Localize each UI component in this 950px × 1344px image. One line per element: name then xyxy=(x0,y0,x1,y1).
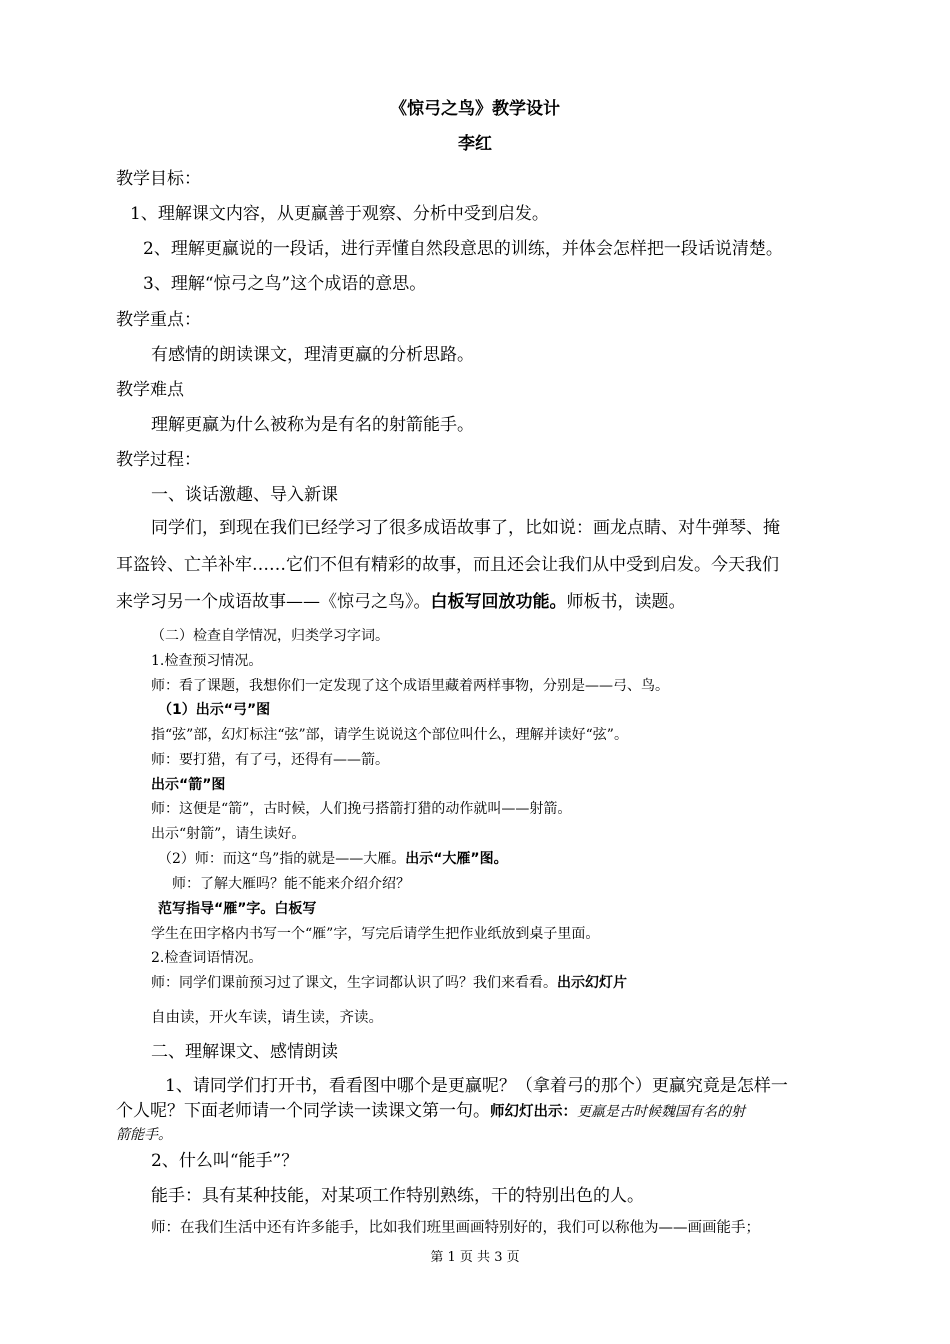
teacher-line-2: 师：要打猎，有了弓，还得有——箭。 xyxy=(151,752,389,768)
question-1-text: 个人呢？下面老师请一个同学读一读课文第一句。 xyxy=(116,1101,490,1121)
difficulty-text: 理解更赢为什么被称为是有名的射箭能手。 xyxy=(151,415,474,435)
question-1-line-3: 箭能手。 xyxy=(116,1127,172,1143)
teacher-line-4-text: （2）师：而这“鸟”指的就是——大雁。 xyxy=(158,851,406,867)
whiteboard-note: 白板写回放功能。 xyxy=(430,592,567,612)
process-heading: 教学过程： xyxy=(116,450,201,470)
check-2-heading: 2.检查词语情况。 xyxy=(151,950,263,966)
teacher-line-6-text: 师：同学们课前预习过了课文，生字词都认识了吗？我们来看看。 xyxy=(151,975,557,991)
section-2-title: 二、理解课文、感情朗读 xyxy=(151,1042,338,1062)
read-modes-line: 自由读，开火车读，请生读，齐读。 xyxy=(151,1010,383,1026)
show-bow-heading: （1）出示“弓”图 xyxy=(158,702,271,718)
teacher-line-3: 师：这便是“箭”，古时候，人们挽弓搭箭打猎的动作就叫——射箭。 xyxy=(151,801,572,817)
teacher-line-5: 师：了解大雁吗？能不能来介绍介绍？ xyxy=(172,876,410,892)
intro-paragraph-line-2: 耳盗铃、亡羊补牢……它们不但有精彩的故事，而且还会让我们从中受到启发。今天我们 xyxy=(116,555,779,575)
teacher-line-7: 师：在我们生活中还有许多能手，比如我们班里画画特别好的，我们可以称他为——画画能手； xyxy=(151,1220,760,1236)
bowstring-instruction: 指“弦”部，幻灯标注“弦”部，请学生说说这个部位叫什么，理解并读好“弦”。 xyxy=(151,727,628,743)
teacher-line-6 xyxy=(151,975,627,992)
goal-item-3: 3、理解“惊弓之鸟”这个成语的意思。 xyxy=(143,274,427,294)
intro-paragraph-line-1: 同学们，到现在我们已经学习了很多成语故事了，比如说：画龙点睛、对牛弹琴、掩 xyxy=(151,518,780,538)
show-arrow-heading: 出示“箭”图 xyxy=(151,777,226,793)
page-footer: 第 1 页 共 3 页 xyxy=(430,1250,520,1265)
slide-show-note: 师幻灯出示： xyxy=(490,1104,577,1120)
question-2: 2、什么叫“能手”？ xyxy=(151,1151,299,1171)
question-1-line-1: 1、请同学们打开书，看看图中哪个是更赢呢？（拿着弓的那个）更赢究竟是怎样一 xyxy=(165,1076,788,1096)
teacher-line-1: 师：看了课题，我想你们一定发现了这个成语里藏着两样事物，分别是——弓、鸟。 xyxy=(151,678,669,694)
goal-item-2: 2、理解更赢说的一段话，进行弄懂自然段意思的训练，并体会怎样把一段话说清楚。 xyxy=(143,239,783,259)
intro-paragraph-line-3 xyxy=(116,592,686,612)
goal-item-1: 1、理解课文内容，从更赢善于观察、分析中受到启发。 xyxy=(130,204,549,224)
key-points-text: 有感情的朗读课文，理清更赢的分析思路。 xyxy=(151,345,474,365)
check-1-heading: 1.检查预习情况。 xyxy=(151,653,263,669)
expert-definition: 能手：具有某种技能，对某项工作特别熟练，干的特别出色的人。 xyxy=(151,1186,644,1206)
key-points-heading: 教学重点： xyxy=(116,310,201,330)
student-write-line: 学生在田字格内书写一个“雁”字，写完后请学生把作业纸放到桌子里面。 xyxy=(151,926,600,942)
question-1-line-2 xyxy=(116,1101,745,1121)
intro-text: 来学习另一个成语故事——《惊弓之鸟》。 xyxy=(116,592,431,612)
difficulty-heading: 教学难点 xyxy=(116,380,184,400)
slide-quote: 更羸是古时候魏国有名的射 xyxy=(577,1104,745,1120)
section-1-title: 一、谈话激趣、导入新课 xyxy=(151,485,338,505)
board-note: 师板书，读题。 xyxy=(566,592,686,612)
show-goose-note: 出示“大雁”图。 xyxy=(405,851,508,867)
goals-heading: 教学目标： xyxy=(116,169,201,189)
write-guide-heading: 范写指导“雁”字。白板写 xyxy=(158,901,317,917)
show-shoot-line: 出示“射箭”，请生读好。 xyxy=(151,826,306,842)
author-name: 李红 xyxy=(458,134,492,154)
document-title: 《惊弓之鸟》教学设计 xyxy=(390,99,560,119)
teacher-line-4 xyxy=(158,851,508,868)
show-slides-note: 出示幻灯片 xyxy=(557,975,627,991)
subsection-2-title: （二）检查自学情况，归类学习字词。 xyxy=(151,628,389,644)
